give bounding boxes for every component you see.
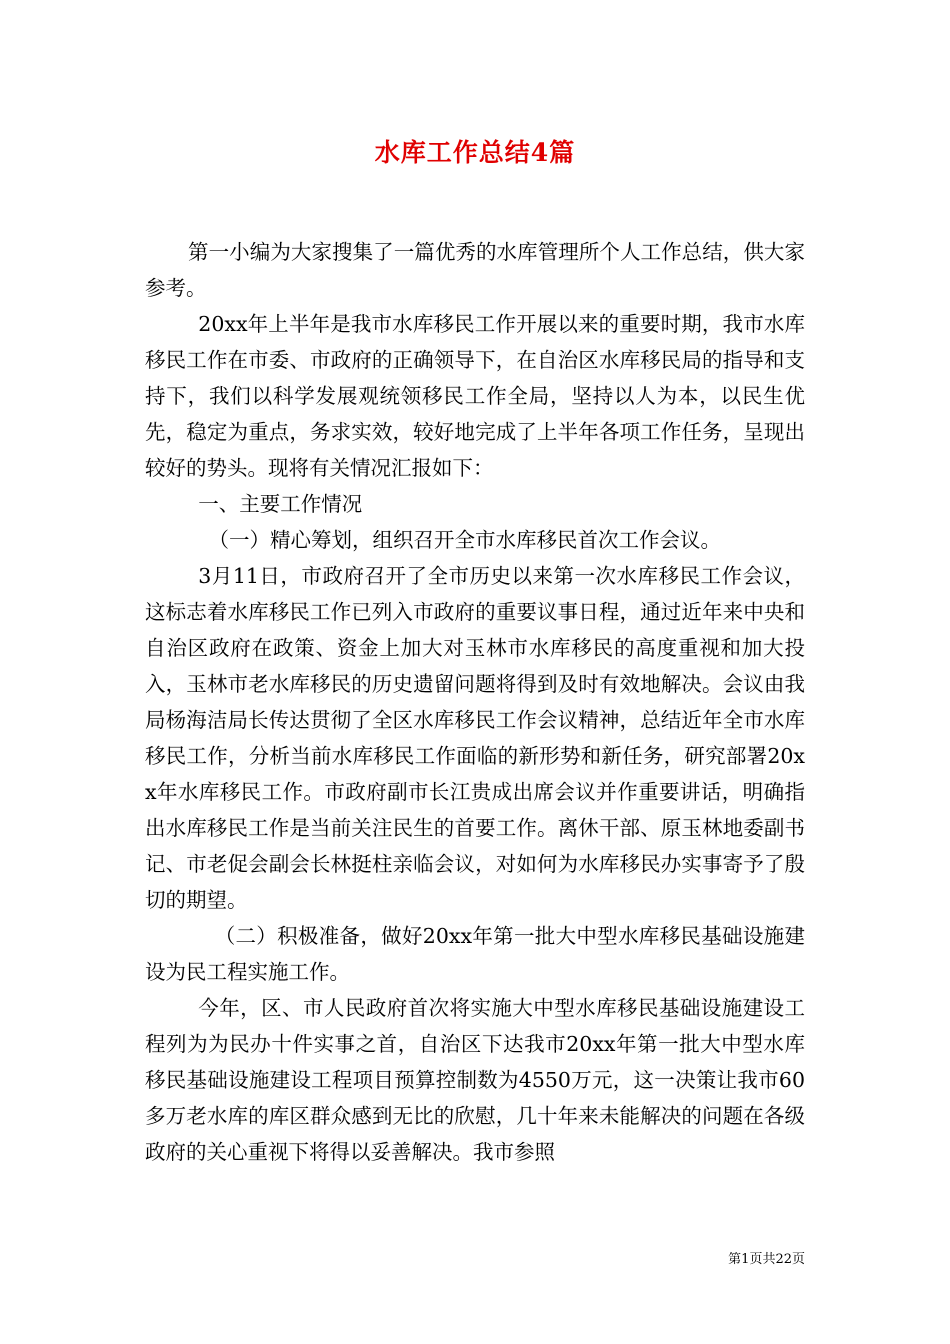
paragraph-meeting: 3月11日，市政府召开了全市历史以来第一次水库移民工作会议，这标志着水库移民工作已列入市政府的重要议事日程，通过近年来中央和自治区政府在政策、资金上加大对玉林市水库移民的高度重视和加大投入，玉林市老水库移民的历史遗留问题将得到及时有效地解决。会议由我局杨海洁局长传达贯彻了全区水库移民工作会议精神，总结近年全市水库移民工作，分析当前水库移民工作面临的新形势和新任务，研究部署20xx年水库移民工作。市政府副市长江贵成出席会议并作重要讲话，明确指出水库移民工作是当前关注民生的首要工作。离休干部、原玉林地委副书记、市老促会副会长林挺柱亲临会议，对如何为水库移民办实事寄予了殷切的期望。 — [145, 564, 805, 912]
paragraph-project: 今年，区、市人民政府首次将实施大中型水库移民基础设施建设工程列为为民办十件实事之首，自治区下达我市20xx年第一批大中型水库移民基础设施建设工程项目预算控制数为4550万元，这一决策让我市60多万老水库的库区群众感到无比的欣慰，几十年来未能解决的问题在各级政府的关心重视下将得以妥善解决。我市参照 — [145, 996, 805, 1164]
document-title: 水库工作总结4篇 — [374, 138, 576, 167]
subsection-heading-2: （二）积极准备，做好20xx年第一批大中型水库移民基础设施建设为民工程实施工作。 — [145, 924, 805, 984]
paragraph-intro: 第一小编为大家搜集了一篇优秀的水库管理所个人工作总结，供大家参考。 — [145, 240, 805, 300]
document-body — [145, 234, 805, 1170]
subsection-heading-1: （一）精心筹划，组织召开全市水库移民首次工作会议。 — [208, 528, 722, 552]
paragraph-overview: 20xx年上半年是我市水库移民工作开展以来的重要时期，我市水库移民工作在市委、市政府的正确领导下，在自治区水库移民局的指导和支持下，我们以科学发展观统领移民工作全局，坚持以人为本，以民生优先，稳定为重点，务求实效，较好地完成了上半年各项工作任务，呈现出较好的势头。现将有关情况汇报如下： — [145, 312, 805, 480]
page-number-footer: 第1页共22页 — [728, 1252, 805, 1267]
section-heading: 一、主要工作情况 — [198, 492, 363, 516]
